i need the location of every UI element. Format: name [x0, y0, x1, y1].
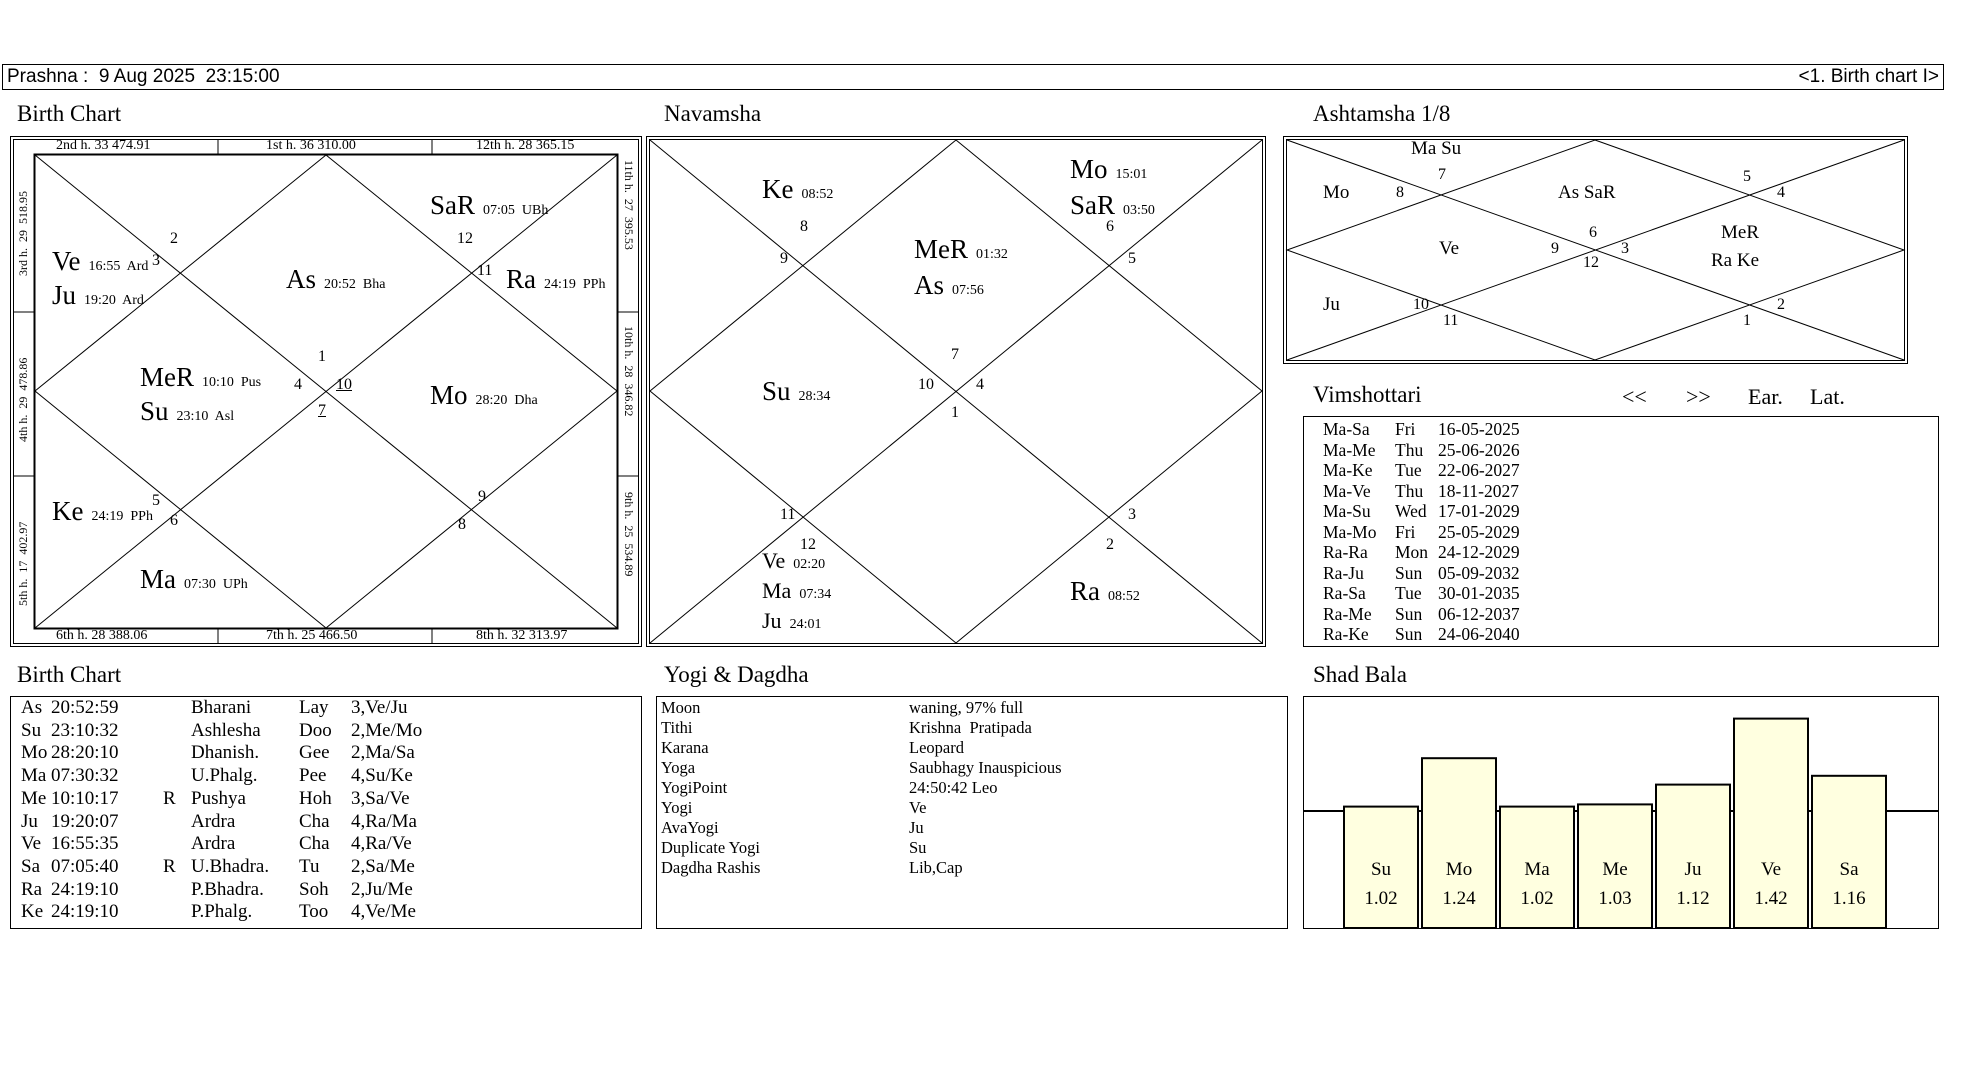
dasha-day: Fri	[1395, 521, 1416, 542]
birth-table-nak: P.Phalg.	[191, 901, 253, 923]
birth-table-p: Mo	[21, 742, 48, 764]
birth-table-nak: P.Bhadra.	[191, 878, 264, 900]
dasha-next-button[interactable]: >>	[1686, 384, 1711, 409]
shad-bala-planet-label: Su	[1370, 859, 1392, 880]
dasha-date: 05-09-2032	[1438, 562, 1520, 583]
vimshottari-title: Vimshottari	[1313, 382, 1422, 407]
dasha-date: 24-12-2029	[1438, 542, 1520, 562]
sign-number: 5	[1128, 250, 1136, 267]
birth-table-p: Ju	[21, 810, 38, 832]
shad-bala-planet-label: Ve	[1760, 859, 1782, 880]
sign-number: 5	[152, 492, 160, 509]
dasha-period: Ma-Ve	[1323, 480, 1371, 501]
sign-number: 5	[1743, 168, 1751, 185]
dasha-period: Ma-Su	[1323, 501, 1371, 521]
dasha-period: Ma-Sa	[1323, 419, 1370, 439]
birth-table-pada: 2,Ju/Me	[351, 878, 413, 900]
birth-table-deg: 24:19:10	[51, 878, 119, 900]
nav-planet-ju: Ju 24:01	[762, 608, 822, 633]
shad-bala-planet-label: Me	[1602, 859, 1628, 880]
shad-bala-planet-label: Sa	[1839, 859, 1859, 880]
yogi-key: AvaYogi	[661, 818, 719, 837]
chart-nav-button[interactable]: <1. Birth chart I>	[1798, 66, 1939, 87]
dasha-day: Sun	[1395, 562, 1423, 583]
birth-table-r: R	[163, 787, 176, 809]
dasha-day: Wed	[1395, 501, 1427, 521]
asht-label-as-sar: As SaR	[1558, 182, 1616, 203]
nav-planet-ve: Ve 02:20	[762, 548, 826, 573]
birth-table-nak: Pushya	[191, 787, 246, 809]
navamsha-lines	[646, 136, 1266, 647]
nav-planet-mer: MeR 01:32	[914, 234, 1008, 264]
shad-bala-planet-label: Ma	[1524, 859, 1550, 880]
birth-table	[10, 696, 642, 929]
birth-table-pada: 3,Ve/Ju	[351, 697, 408, 718]
shad-bala-value-label: 1.12	[1676, 888, 1710, 909]
dasha-day: Sun	[1395, 624, 1423, 644]
birth-table-syl: Gee	[299, 742, 330, 764]
sign-number: 2	[170, 230, 178, 247]
dasha-period: Ra-Ju	[1323, 562, 1364, 583]
nav-planet-as: As 07:56	[914, 270, 984, 300]
birth-table-pada: 4,Ve/Me	[351, 901, 416, 923]
yogi-value: 24:50:42 Leo	[909, 778, 998, 797]
sign-number: 8	[800, 218, 808, 235]
birth-table-p: As	[21, 697, 43, 718]
dasha-date: 17-01-2029	[1438, 501, 1520, 521]
sign-number: 8	[458, 516, 466, 533]
house-4-label: 4th h. 29 478.86	[16, 357, 30, 442]
sign-number: 9	[478, 488, 486, 505]
dasha-day: Tue	[1395, 460, 1422, 480]
dasha-day: Fri	[1395, 419, 1416, 439]
sign-number: 2	[1777, 296, 1785, 313]
house-8-label: 8th h. 32 313.97	[476, 628, 568, 643]
birth-table-nak: Ashlesha	[191, 719, 261, 741]
sign-number: 6	[170, 512, 178, 529]
yogi-key: Yogi	[661, 798, 693, 817]
yogi-value: Krishna Pratipada	[909, 718, 1032, 737]
shad-bala-value-label: 1.02	[1364, 888, 1398, 909]
sign-number: 12	[800, 536, 816, 553]
sign-number: 7	[1438, 166, 1446, 183]
sign-number: 3	[152, 252, 160, 269]
birth-table-nak: U.Phalg.	[191, 765, 258, 787]
planet-ra: Ra 24:19 PPh	[506, 264, 606, 294]
later-button[interactable]: Lat.	[1810, 384, 1845, 409]
birth-table-p: Me	[21, 787, 47, 809]
dasha-date: 24-06-2040	[1438, 624, 1520, 644]
yogi-key: Tithi	[661, 718, 693, 737]
birth-table-deg: 07:30:32	[51, 765, 119, 787]
birth-table-pada: 2,Me/Mo	[351, 719, 423, 741]
dasha-period: Ma-Ke	[1323, 460, 1373, 480]
sign-number: 10	[918, 376, 934, 393]
sign-number: 1	[951, 404, 959, 421]
house-11-label: 11th h. 27 395.53	[622, 160, 636, 250]
sign-number: 11	[1443, 312, 1459, 329]
birth-table-pada: 4,Su/Ke	[351, 765, 413, 787]
birth-table-deg: 07:05:40	[51, 855, 119, 877]
sign-number: 9	[1551, 240, 1559, 257]
sign-number: 6	[1106, 218, 1114, 235]
house-1-label: 1st h. 36 310.00	[266, 138, 356, 153]
yogi-key: YogiPoint	[661, 778, 728, 797]
ashtamsha-lines	[1283, 136, 1908, 364]
asht-label-ve: Ve	[1439, 238, 1460, 259]
birth-table-nak: U.Bhadra.	[191, 855, 270, 877]
dasha-day: Tue	[1395, 583, 1422, 603]
ashtamsha-chart	[1283, 136, 1908, 364]
yogi-key: Yoga	[661, 758, 696, 777]
nav-planet-sar: SaR 03:50	[1070, 190, 1155, 220]
sign-number: 3	[1128, 506, 1136, 523]
sign-number: 9	[780, 250, 788, 267]
birth-table-pada: 2,Sa/Me	[351, 855, 415, 877]
yogi-value: Leopard	[909, 738, 964, 757]
sign-number: 8	[1396, 184, 1404, 201]
sign-number: 10	[1413, 296, 1429, 313]
yogi-value: waning, 97% full	[909, 698, 1024, 717]
dasha-period: Ra-Ra	[1323, 542, 1368, 562]
asht-label-ra-ke: Ra Ke	[1711, 250, 1760, 271]
navamsha-title: Navamsha	[664, 101, 762, 126]
asht-label-mo: Mo	[1323, 182, 1350, 203]
planet-su: Su 23:10 Asl	[140, 396, 235, 426]
dasha-date: 25-06-2026	[1438, 439, 1520, 460]
birth-table-r: R	[163, 855, 176, 877]
yogi-table	[656, 696, 1288, 929]
title-bar	[2, 64, 1944, 90]
house-2-label: 2nd h. 33 474.91	[56, 138, 151, 153]
birth-table-syl: Doo	[299, 719, 332, 741]
sign-number: 12	[1583, 254, 1599, 271]
yogi-key: Dagdha Rashis	[661, 858, 761, 877]
birth-table-deg: 16:55:35	[51, 833, 119, 855]
birth-table-title: Birth Chart	[17, 662, 122, 687]
ashtamsha-title: Ashtamsha 1/8	[1313, 101, 1451, 126]
nav-planet-su: Su 28:34	[762, 376, 831, 406]
sign-number: 2	[1106, 536, 1114, 553]
birth-table-nak: Ardra	[191, 833, 236, 855]
sign-number: 4	[294, 376, 302, 393]
yogi-value: Saubhagy Inauspicious	[909, 758, 1062, 777]
dasha-date: 22-06-2027	[1438, 460, 1520, 480]
yogi-value: Su	[909, 838, 927, 857]
birth-table-nak: Bharani	[191, 697, 252, 718]
birth-table-deg: 23:10:32	[51, 719, 119, 741]
sign-number: 11	[477, 262, 493, 279]
yogi-value: Lib,Cap	[909, 858, 963, 877]
house-6-label: 6th h. 28 388.06	[56, 628, 148, 643]
birth-table-deg: 28:20:10	[51, 742, 119, 764]
sign-number: 4	[976, 376, 984, 393]
shad-bala-value-label: 1.24	[1442, 888, 1476, 909]
birth-table-p: Ra	[21, 878, 43, 900]
dasha-date: 16-05-2025	[1438, 419, 1520, 439]
yogi-key: Karana	[661, 738, 709, 757]
sign-number: 4	[1777, 184, 1785, 201]
birth-table-nak: Ardra	[191, 810, 236, 832]
birth-table-syl: Hoh	[299, 787, 332, 809]
sign-number: 11	[780, 506, 796, 523]
birth-table-deg: 10:10:17	[51, 787, 119, 809]
nav-planet-ma: Ma 07:34	[762, 578, 832, 603]
asht-label-ma-su: Ma Su	[1411, 138, 1462, 159]
planet-ve: Ve 16:55 Ard	[52, 246, 149, 276]
birth-table-syl: Cha	[299, 833, 330, 855]
sign-number: 3	[1621, 240, 1629, 257]
shad-bala-value-label: 1.16	[1832, 888, 1866, 909]
birth-table-pada: 3,Sa/Ve	[351, 787, 410, 809]
shad-bala-planet-label: Mo	[1445, 859, 1473, 880]
planet-mer: MeR 10:10 Pus	[140, 362, 262, 392]
birth-table-deg: 19:20:07	[51, 810, 119, 832]
shad-bala-value-label: 1.42	[1754, 888, 1788, 909]
yogi-key: Duplicate Yogi	[661, 838, 760, 857]
dasha-day: Thu	[1395, 480, 1424, 501]
shad-bala-title: Shad Bala	[1313, 662, 1407, 687]
yogi-value: Ve	[909, 798, 927, 817]
dasha-period: Ma-Mo	[1323, 521, 1377, 542]
dasha-period: Ma-Me	[1323, 439, 1376, 460]
birth-chart-title: Birth Chart	[17, 101, 122, 126]
birth-table-p: Ve	[21, 833, 42, 855]
sign-number: 7	[318, 402, 326, 419]
birth-table-syl: Tu	[299, 855, 320, 877]
dasha-date: 06-12-2037	[1438, 603, 1520, 624]
dasha-day: Thu	[1395, 439, 1424, 460]
nav-planet-mo: Mo 15:01	[1070, 154, 1148, 184]
shad-bala-chart	[1303, 696, 1939, 929]
yogi-title: Yogi & Dagdha	[664, 662, 809, 687]
dasha-date: 18-11-2027	[1438, 480, 1520, 501]
birth-table-nak: Dhanish.	[191, 742, 260, 764]
dasha-prev-button[interactable]: <<	[1622, 384, 1647, 409]
birth-table-p: Ma	[21, 765, 47, 787]
sign-number: 1	[318, 348, 326, 365]
earlier-button[interactable]: Ear.	[1748, 384, 1783, 409]
prashna-title: Prashna : 9 Aug 2025 23:15:00	[7, 66, 280, 87]
house-12-label: 12th h. 28 365.15	[476, 138, 575, 153]
birth-table-pada: 4,Ra/Ma	[351, 810, 417, 832]
sign-number: 6	[1589, 224, 1597, 241]
shad-bala-value-label: 1.03	[1598, 888, 1632, 909]
planet-ke: Ke 24:19 PPh	[52, 496, 153, 526]
birth-table-p: Ke	[21, 901, 44, 923]
yogi-key: Moon	[661, 698, 701, 717]
birth-table-deg: 20:52:59	[51, 697, 119, 718]
birth-table-deg: 24:19:10	[51, 901, 119, 923]
dasha-period: Ra-Sa	[1323, 583, 1366, 603]
birth-table-syl: Cha	[299, 810, 330, 832]
shad-bala-planet-label: Ju	[1684, 859, 1702, 880]
dasha-date: 30-01-2035	[1438, 583, 1520, 603]
planet-sar: SaR 07:05 UBh	[430, 190, 549, 220]
navamsha-chart	[646, 136, 1266, 647]
house-7-label: 7th h. 25 466.50	[266, 628, 358, 643]
dasha-day: Mon	[1395, 542, 1429, 562]
sign-number: 1	[1743, 312, 1751, 329]
house-5-label: 5th h. 17 402.97	[16, 521, 30, 606]
planet-ma: Ma 07:30 UPh	[140, 564, 248, 594]
yogi-value: Ju	[909, 818, 924, 837]
birth-chart	[10, 136, 642, 647]
birth-table-p: Sa	[21, 855, 40, 877]
house-10-label: 10th h. 28 346.82	[622, 326, 636, 417]
birth-table-syl: Soh	[299, 878, 329, 900]
birth-table-syl: Lay	[299, 697, 329, 718]
dasha-day: Sun	[1395, 603, 1423, 624]
sign-number: 12	[457, 230, 473, 247]
asht-label-ju: Ju	[1323, 294, 1340, 315]
dasha-period: Ra-Me	[1323, 603, 1372, 624]
planet-mo: Mo 28:20 Dha	[430, 380, 538, 410]
birth-table-pada: 4,Ra/Ve	[351, 833, 412, 855]
house-9-label: 9th h. 25 534.89	[622, 492, 636, 577]
vimshottari-list[interactable]	[1303, 416, 1939, 647]
planet-ju: Ju 19:20 Ard	[52, 280, 144, 310]
nav-planet-ra: Ra 08:52	[1070, 576, 1140, 606]
shad-bala-plot	[1304, 697, 1938, 928]
dasha-date: 25-05-2029	[1438, 521, 1520, 542]
planet-as: As 20:52 Bha	[286, 264, 386, 294]
asht-label-mer: MeR	[1721, 222, 1759, 243]
birth-table-syl: Pee	[299, 765, 327, 787]
birth-table-pada: 2,Ma/Sa	[351, 742, 415, 764]
birth-table-syl: Too	[299, 901, 329, 923]
nav-planet-ke: Ke 08:52	[762, 174, 834, 204]
sign-number: 10	[336, 376, 352, 393]
dasha-period: Ra-Ke	[1323, 624, 1369, 644]
house-3-label: 3rd h. 29 518.95	[16, 191, 30, 276]
birth-table-p: Su	[21, 719, 42, 741]
shad-bala-value-label: 1.02	[1520, 888, 1554, 909]
sign-number: 7	[951, 346, 959, 363]
